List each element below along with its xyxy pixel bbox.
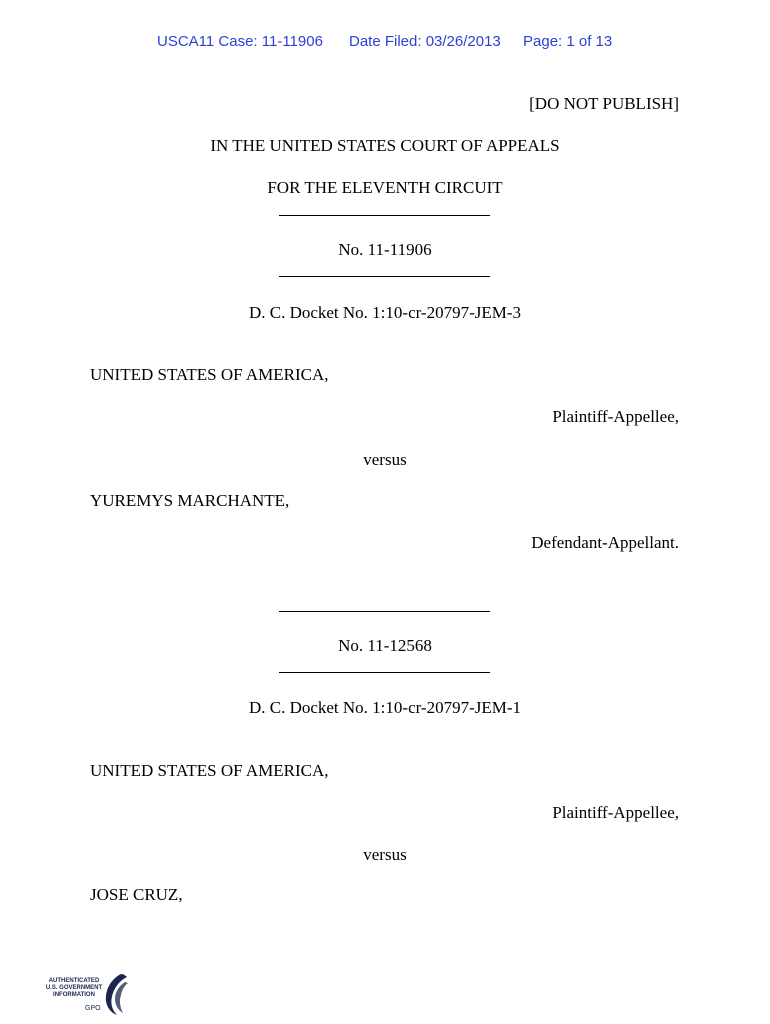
- logo-line3: INFORMATION: [53, 992, 95, 998]
- gpo-authentication-logo: [43, 972, 133, 1016]
- case2-plaintiff-role: Plaintiff-Appellee,: [552, 803, 679, 822]
- case2-number: No. 11-12568: [338, 636, 432, 655]
- header-date-filed: Date Filed: 03/26/2013: [349, 33, 501, 50]
- case1-docket: D. C. Docket No. 1:10-cr-20797-JEM-3: [248, 303, 522, 322]
- case1-plaintiff-role: Plaintiff-Appellee,: [552, 407, 679, 426]
- eagle-icon: [99, 972, 129, 1016]
- case2-plaintiff: UNITED STATES OF AMERICA,: [90, 761, 329, 780]
- case1-defendant-role: Defendant-Appellant.: [531, 533, 679, 552]
- case1-plaintiff: UNITED STATES OF AMERICA,: [90, 365, 329, 384]
- logo-line2: U.S. GOVERNMENT: [45, 985, 103, 991]
- divider-rule: [279, 611, 490, 612]
- divider-rule: [279, 215, 490, 216]
- publish-status: [DO NOT PUBLISH]: [529, 94, 679, 113]
- logo-line1: AUTHENTICATED: [48, 978, 100, 984]
- court-title-line2: FOR THE ELEVENTH CIRCUIT: [267, 178, 503, 197]
- case1-versus: versus: [363, 450, 407, 469]
- case2-defendant: JOSE CRUZ,: [90, 885, 183, 904]
- case1-defendant: YUREMYS MARCHANTE,: [90, 491, 290, 510]
- header-page-number: Page: 1 of 13: [523, 33, 613, 50]
- divider-rule: [279, 276, 490, 277]
- logo-gpo-mark: GPO: [85, 1005, 101, 1012]
- case1-number: No. 11-11906: [338, 240, 432, 259]
- case2-versus: versus: [363, 845, 407, 864]
- case2-docket: D. C. Docket No. 1:10-cr-20797-JEM-1: [248, 698, 522, 717]
- divider-rule: [279, 672, 490, 673]
- header-case-number: USCA11 Case: 11-11906: [157, 33, 323, 50]
- court-title-line1: IN THE UNITED STATES COURT OF APPEALS: [210, 136, 560, 155]
